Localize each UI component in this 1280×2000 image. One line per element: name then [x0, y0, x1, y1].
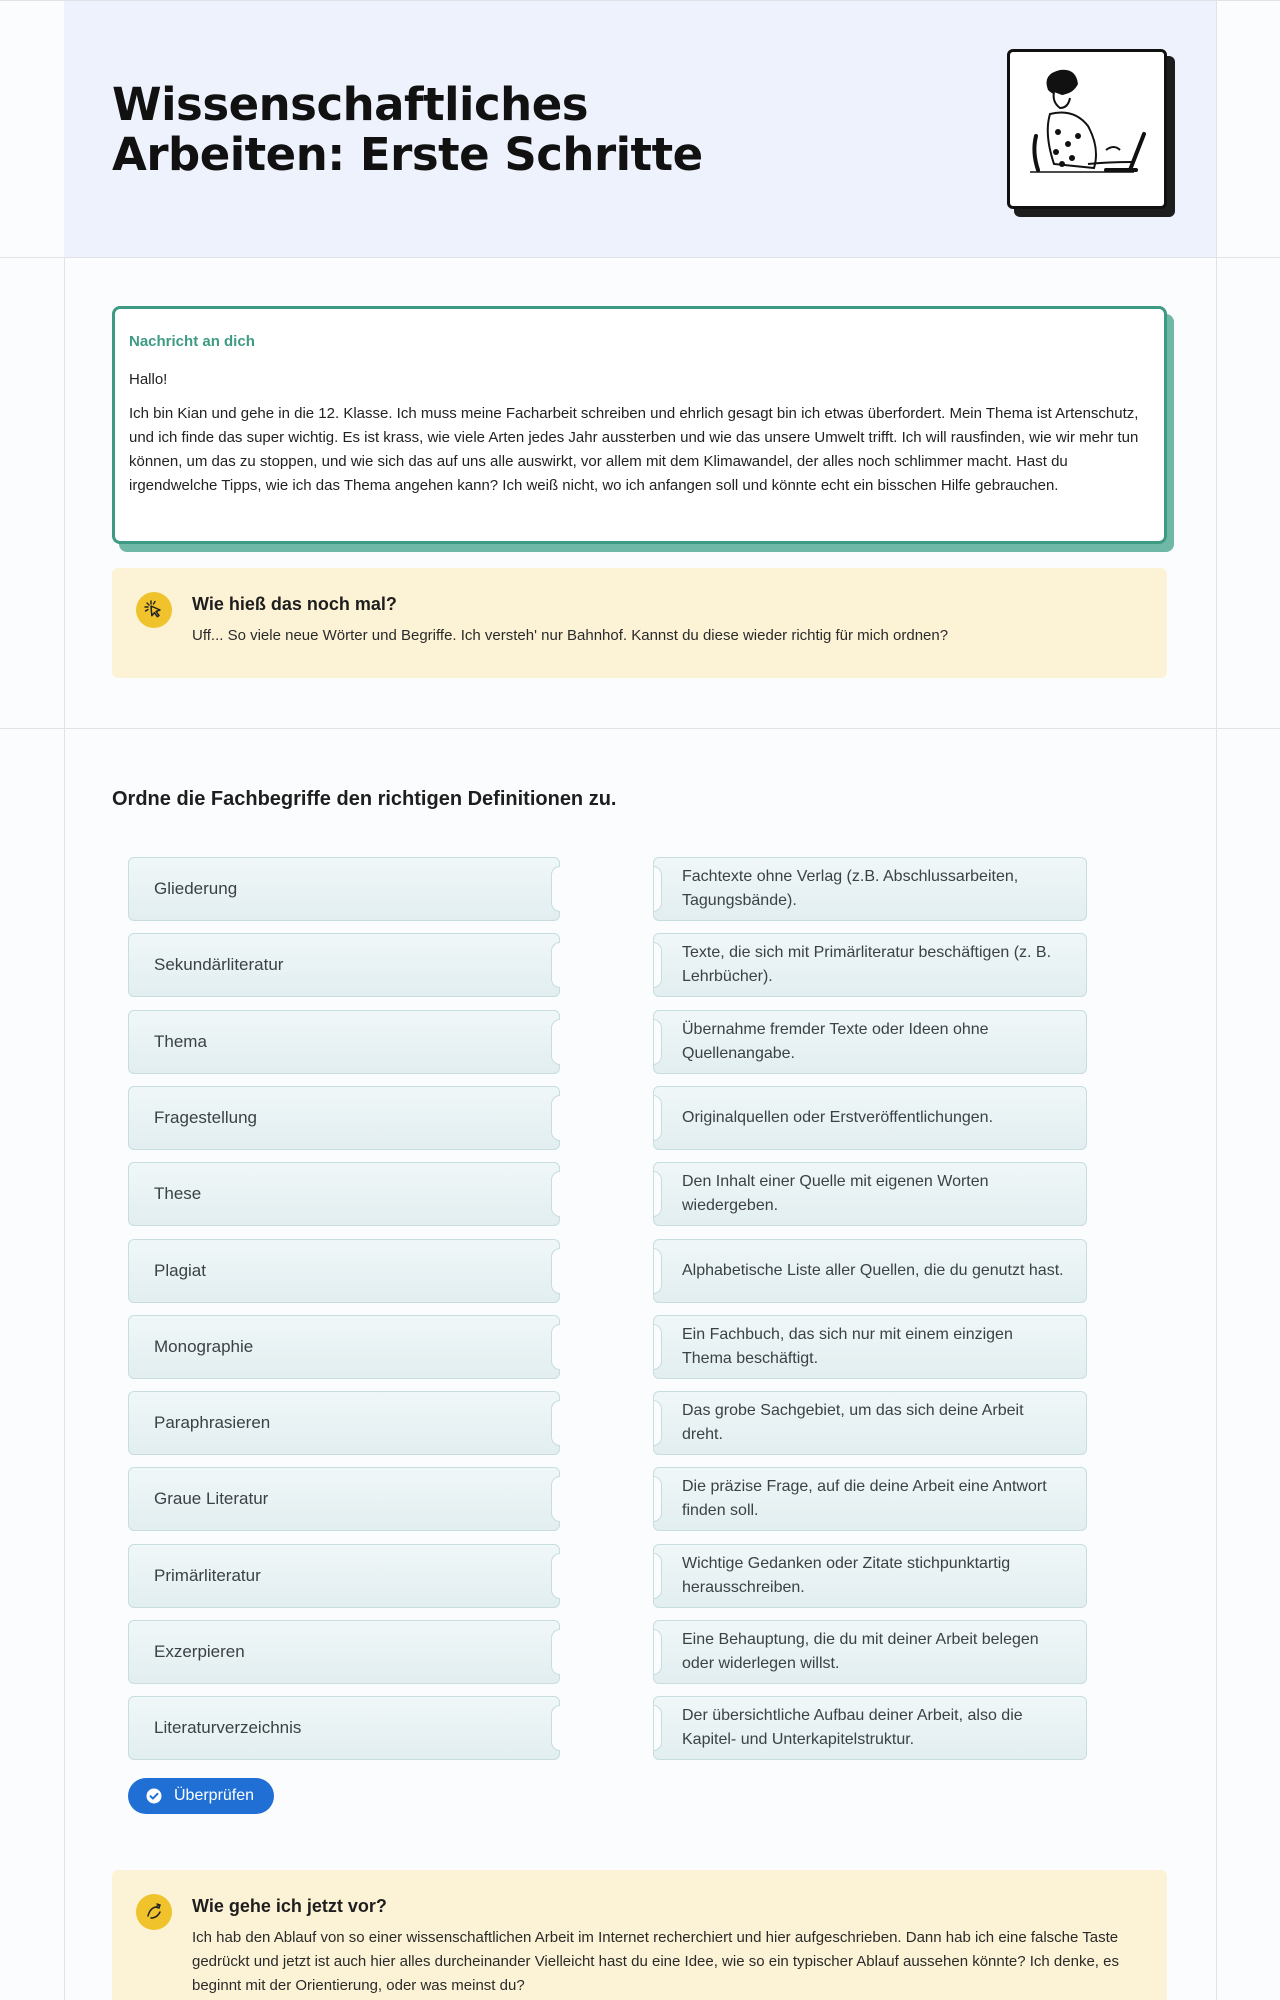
definition-text: Originalquellen oder Erstveröffentlichungen. [682, 1109, 994, 1126]
hint-box-procedure [112, 1870, 1167, 2000]
term-card[interactable] [128, 1467, 560, 1531]
drag-handle-notch [551, 1400, 560, 1446]
term-label: Fragestellung [154, 1108, 258, 1127]
drag-handle-notch [551, 1248, 560, 1294]
drop-slot-notch [653, 1553, 662, 1599]
term-card[interactable] [128, 857, 560, 921]
definition-card[interactable] [653, 1239, 1087, 1303]
term-label: Exzerpieren [154, 1642, 245, 1661]
definition-card[interactable] [653, 857, 1087, 921]
term-card[interactable] [128, 1696, 560, 1760]
term-label: Literaturverzeichnis [154, 1718, 302, 1737]
definition-text: Texte, die sich mit Primärliteratur beschäftigen (z. B. Lehrbücher). [682, 944, 1052, 985]
task-title: Ordne die Fachbegriffe den richtigen Definitionen zu. [112, 788, 617, 810]
drag-handle-notch [551, 1629, 560, 1675]
drop-slot-notch [653, 1629, 662, 1675]
drag-handle-notch [551, 942, 560, 988]
term-card[interactable] [128, 1010, 560, 1074]
definition-card[interactable] [653, 1315, 1087, 1379]
check-button-label: Überprüfen [174, 1787, 255, 1804]
term-label: Paraphrasieren [154, 1413, 271, 1432]
hint-text: Uff... So viele neue Wörter und Begriffe. Ich versteh' nur Bahnhof. Kannst du diese wieder richtig für mich ordnen? [192, 627, 949, 644]
drag-handle-notch [551, 1171, 560, 1217]
hint-text: Ich hab den Ablauf von so einer wissenschaftlichen Arbeit im Internet recherchiert und hier aufgeschrieben. Dann hab ich eine falsche Taste gedrückt und jetzt ist auch hier alles durcheinander Vielleicht hast du eine Idee, wie so ein typischer Ablauf aussehen könnte? Ich denke, es beginnt mit der Orientierung, oder was meinst du? [192, 1929, 1119, 1994]
definition-card[interactable] [653, 1086, 1087, 1150]
check-button[interactable] [128, 1778, 274, 1814]
drop-slot-notch [653, 1248, 662, 1294]
hint-title: Wie gehe ich jetzt vor? [192, 1896, 387, 1916]
drop-slot-notch [653, 1400, 662, 1446]
message-greeting: Hallo! [129, 371, 168, 388]
definition-card[interactable] [653, 933, 1087, 997]
term-card[interactable] [128, 1391, 560, 1455]
definition-card[interactable] [653, 1010, 1087, 1074]
definition-card[interactable] [653, 1391, 1087, 1455]
drop-slot-notch [653, 1476, 662, 1522]
drop-slot-notch [653, 1324, 662, 1370]
definition-text: Fachtexte ohne Verlag (z.B. Abschlussarbeiten, Tagungsbände). [682, 868, 1019, 909]
definition-card[interactable] [653, 1620, 1087, 1684]
definition-card[interactable] [653, 1467, 1087, 1531]
shuffle-hand-icon [136, 1894, 172, 1930]
term-label: Sekundärliteratur [154, 955, 284, 974]
drag-handle-notch [551, 1705, 560, 1751]
message-label: Nachricht an dich [129, 333, 255, 350]
term-label: Plagiat [154, 1261, 206, 1280]
person-laptop-illustration [1007, 49, 1167, 209]
definition-text: Wichtige Gedanken oder Zitate stichpunktartig herausschreiben. [682, 1555, 1011, 1596]
term-card[interactable] [128, 1239, 560, 1303]
term-label: Graue Literatur [154, 1489, 269, 1508]
page-title: Wissenschaftliches Arbeiten: Erste Schritte [112, 78, 703, 181]
grid-line-top [0, 0, 1280, 1]
definition-card[interactable] [653, 1544, 1087, 1608]
grid-line-left [64, 0, 65, 2000]
drag-handle-notch [551, 1324, 560, 1370]
check-circle-icon [146, 1788, 162, 1804]
drag-handle-notch [551, 1553, 560, 1599]
pointer-click-icon [136, 592, 172, 628]
definition-text: Die präzise Frage, auf die deine Arbeit eine Antwort finden soll. [682, 1478, 1047, 1519]
definition-text: Das grobe Sachgebiet, um das sich deine Arbeit dreht. [682, 1402, 1024, 1443]
term-card[interactable] [128, 1086, 560, 1150]
drop-slot-notch [653, 1095, 662, 1141]
drop-slot-notch [653, 942, 662, 988]
term-label: Gliederung [154, 879, 238, 898]
drag-handle-notch [551, 866, 560, 912]
definition-text: Der übersichtliche Aufbau deiner Arbeit, also die Kapitel- und Unterkapitelstruktur. [682, 1707, 1023, 1748]
drop-slot-notch [653, 866, 662, 912]
hint-title: Wie hieß das noch mal? [192, 594, 397, 614]
grid-line-right [1216, 0, 1217, 2000]
drag-handle-notch [551, 1019, 560, 1065]
grid-line-section [0, 728, 1280, 729]
definition-text: Alphabetische Liste aller Quellen, die du genutzt hast. [682, 1262, 1064, 1279]
term-label: Monographie [154, 1337, 254, 1356]
drag-handle-notch [551, 1095, 560, 1141]
definition-card[interactable] [653, 1162, 1087, 1226]
term-card[interactable] [128, 1162, 560, 1226]
term-card[interactable] [128, 1620, 560, 1684]
definition-text: Ein Fachbuch, das sich nur mit einem einzigen Thema beschäftigt. [682, 1326, 1013, 1367]
term-card[interactable] [128, 1315, 560, 1379]
message-card [112, 306, 1167, 544]
definition-text: Den Inhalt einer Quelle mit eigenen Worten wiedergeben. [682, 1173, 989, 1214]
term-card[interactable] [128, 933, 560, 997]
drag-handle-notch [551, 1476, 560, 1522]
hint-box-vocabulary [112, 568, 1167, 678]
grid-line-header [0, 257, 1280, 258]
drop-slot-notch [653, 1019, 662, 1065]
term-label: Primärliteratur [154, 1566, 261, 1585]
drop-slot-notch [653, 1705, 662, 1751]
person-laptop-icon [1010, 52, 1164, 206]
definition-text: Eine Behauptung, die du mit deiner Arbeit belegen oder widerlegen willst. [682, 1631, 1039, 1672]
definition-card[interactable] [653, 1696, 1087, 1760]
definition-text: Übernahme fremder Texte oder Ideen ohne Quellenangabe. [682, 1021, 989, 1062]
term-label: These [154, 1184, 202, 1203]
message-body: Ich bin Kian und gehe in die 12. Klasse. Ich muss meine Facharbeit schreiben und ehrlich gesagt bin ich etwas überfordert. Mein Thema ist Artenschutz, und ich finde das super wichtig. Es ist krass, wie viele Arten jedes Jahr aussterben und wie das unsere Umwelt trifft. Ich will rausfinden, wie wir mehr tun können, um das zu stoppen, und wie sich das auf uns alle auswirkt, vor allem mit dem Klimawandel, der alles noch schlimmer macht. Hast du irgendwelche Tipps, wie ich das Thema angehen kann? Ich weiß nicht, wo ich anfangen soll und könnte echt ein bisschen Hilfe gebrauchen. [129, 405, 1139, 494]
term-label: Thema [154, 1032, 207, 1051]
drop-slot-notch [653, 1171, 662, 1217]
term-card[interactable] [128, 1544, 560, 1608]
